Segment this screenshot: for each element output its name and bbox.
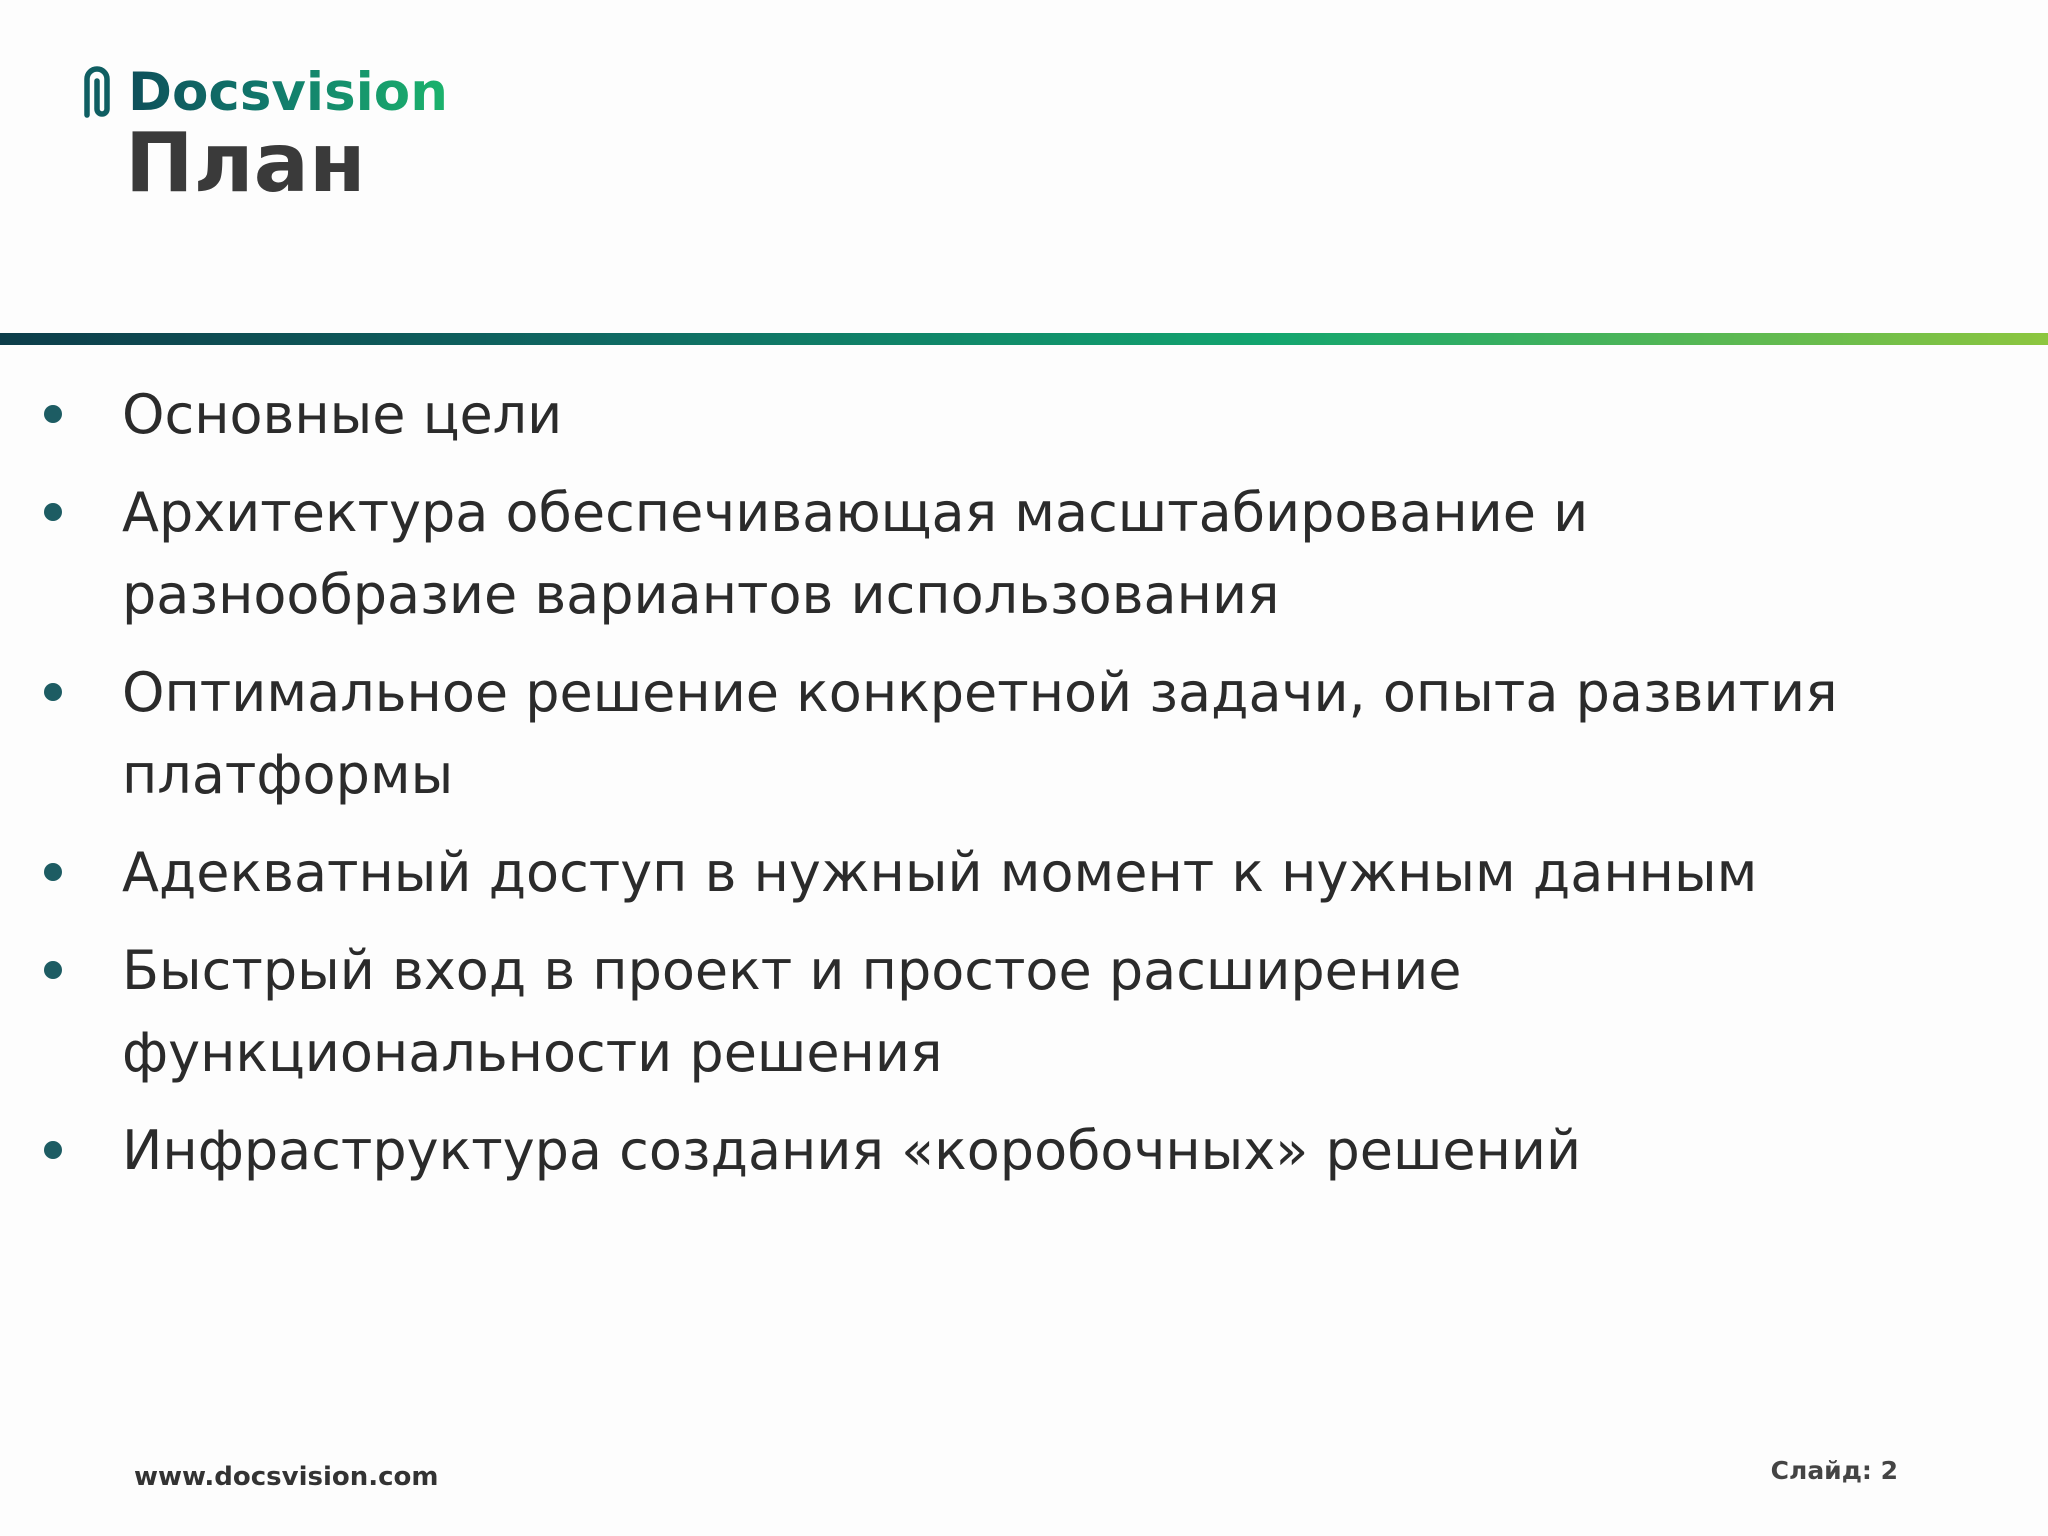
bullet-dot-icon bbox=[44, 961, 62, 979]
footer-url: www.docsvision.com bbox=[134, 1462, 439, 1492]
bullet-dot-icon bbox=[44, 683, 62, 701]
slide-title: План bbox=[125, 116, 366, 211]
bullet-dot-icon bbox=[44, 1141, 62, 1159]
bullet-dot-icon bbox=[44, 503, 62, 521]
title-divider bbox=[0, 333, 2048, 345]
bullet-list bbox=[0, 374, 2048, 1208]
bullet-text: Архитектура обеспечивающая масштабирование и разнообразие вариантов использования bbox=[122, 481, 1589, 626]
slide-number: Слайд: 2 bbox=[1770, 1456, 1898, 1485]
bullet-text: Адекватный доступ в нужный момент к нужным данным bbox=[122, 841, 1758, 904]
logo-text: Docsvision bbox=[128, 60, 448, 126]
bullet-text: Быстрый вход в проект и простое расширение функциональности решения bbox=[122, 939, 1462, 1084]
bullet-item bbox=[0, 1110, 2048, 1192]
paperclip-icon bbox=[80, 65, 114, 121]
bullet-item bbox=[0, 374, 2048, 456]
bullet-item bbox=[0, 472, 2048, 636]
bullet-item bbox=[0, 832, 2048, 914]
bullet-text: Основные цели bbox=[122, 383, 563, 446]
bullet-text: Оптимальное решение конкретной задачи, опыта развития платформы bbox=[122, 661, 1838, 806]
bullet-dot-icon bbox=[44, 405, 62, 423]
bullet-item bbox=[0, 930, 2048, 1094]
bullet-item bbox=[0, 652, 2048, 816]
bullet-dot-icon bbox=[44, 863, 62, 881]
bullet-text: Инфраструктура создания «коробочных» решений bbox=[122, 1119, 1582, 1182]
